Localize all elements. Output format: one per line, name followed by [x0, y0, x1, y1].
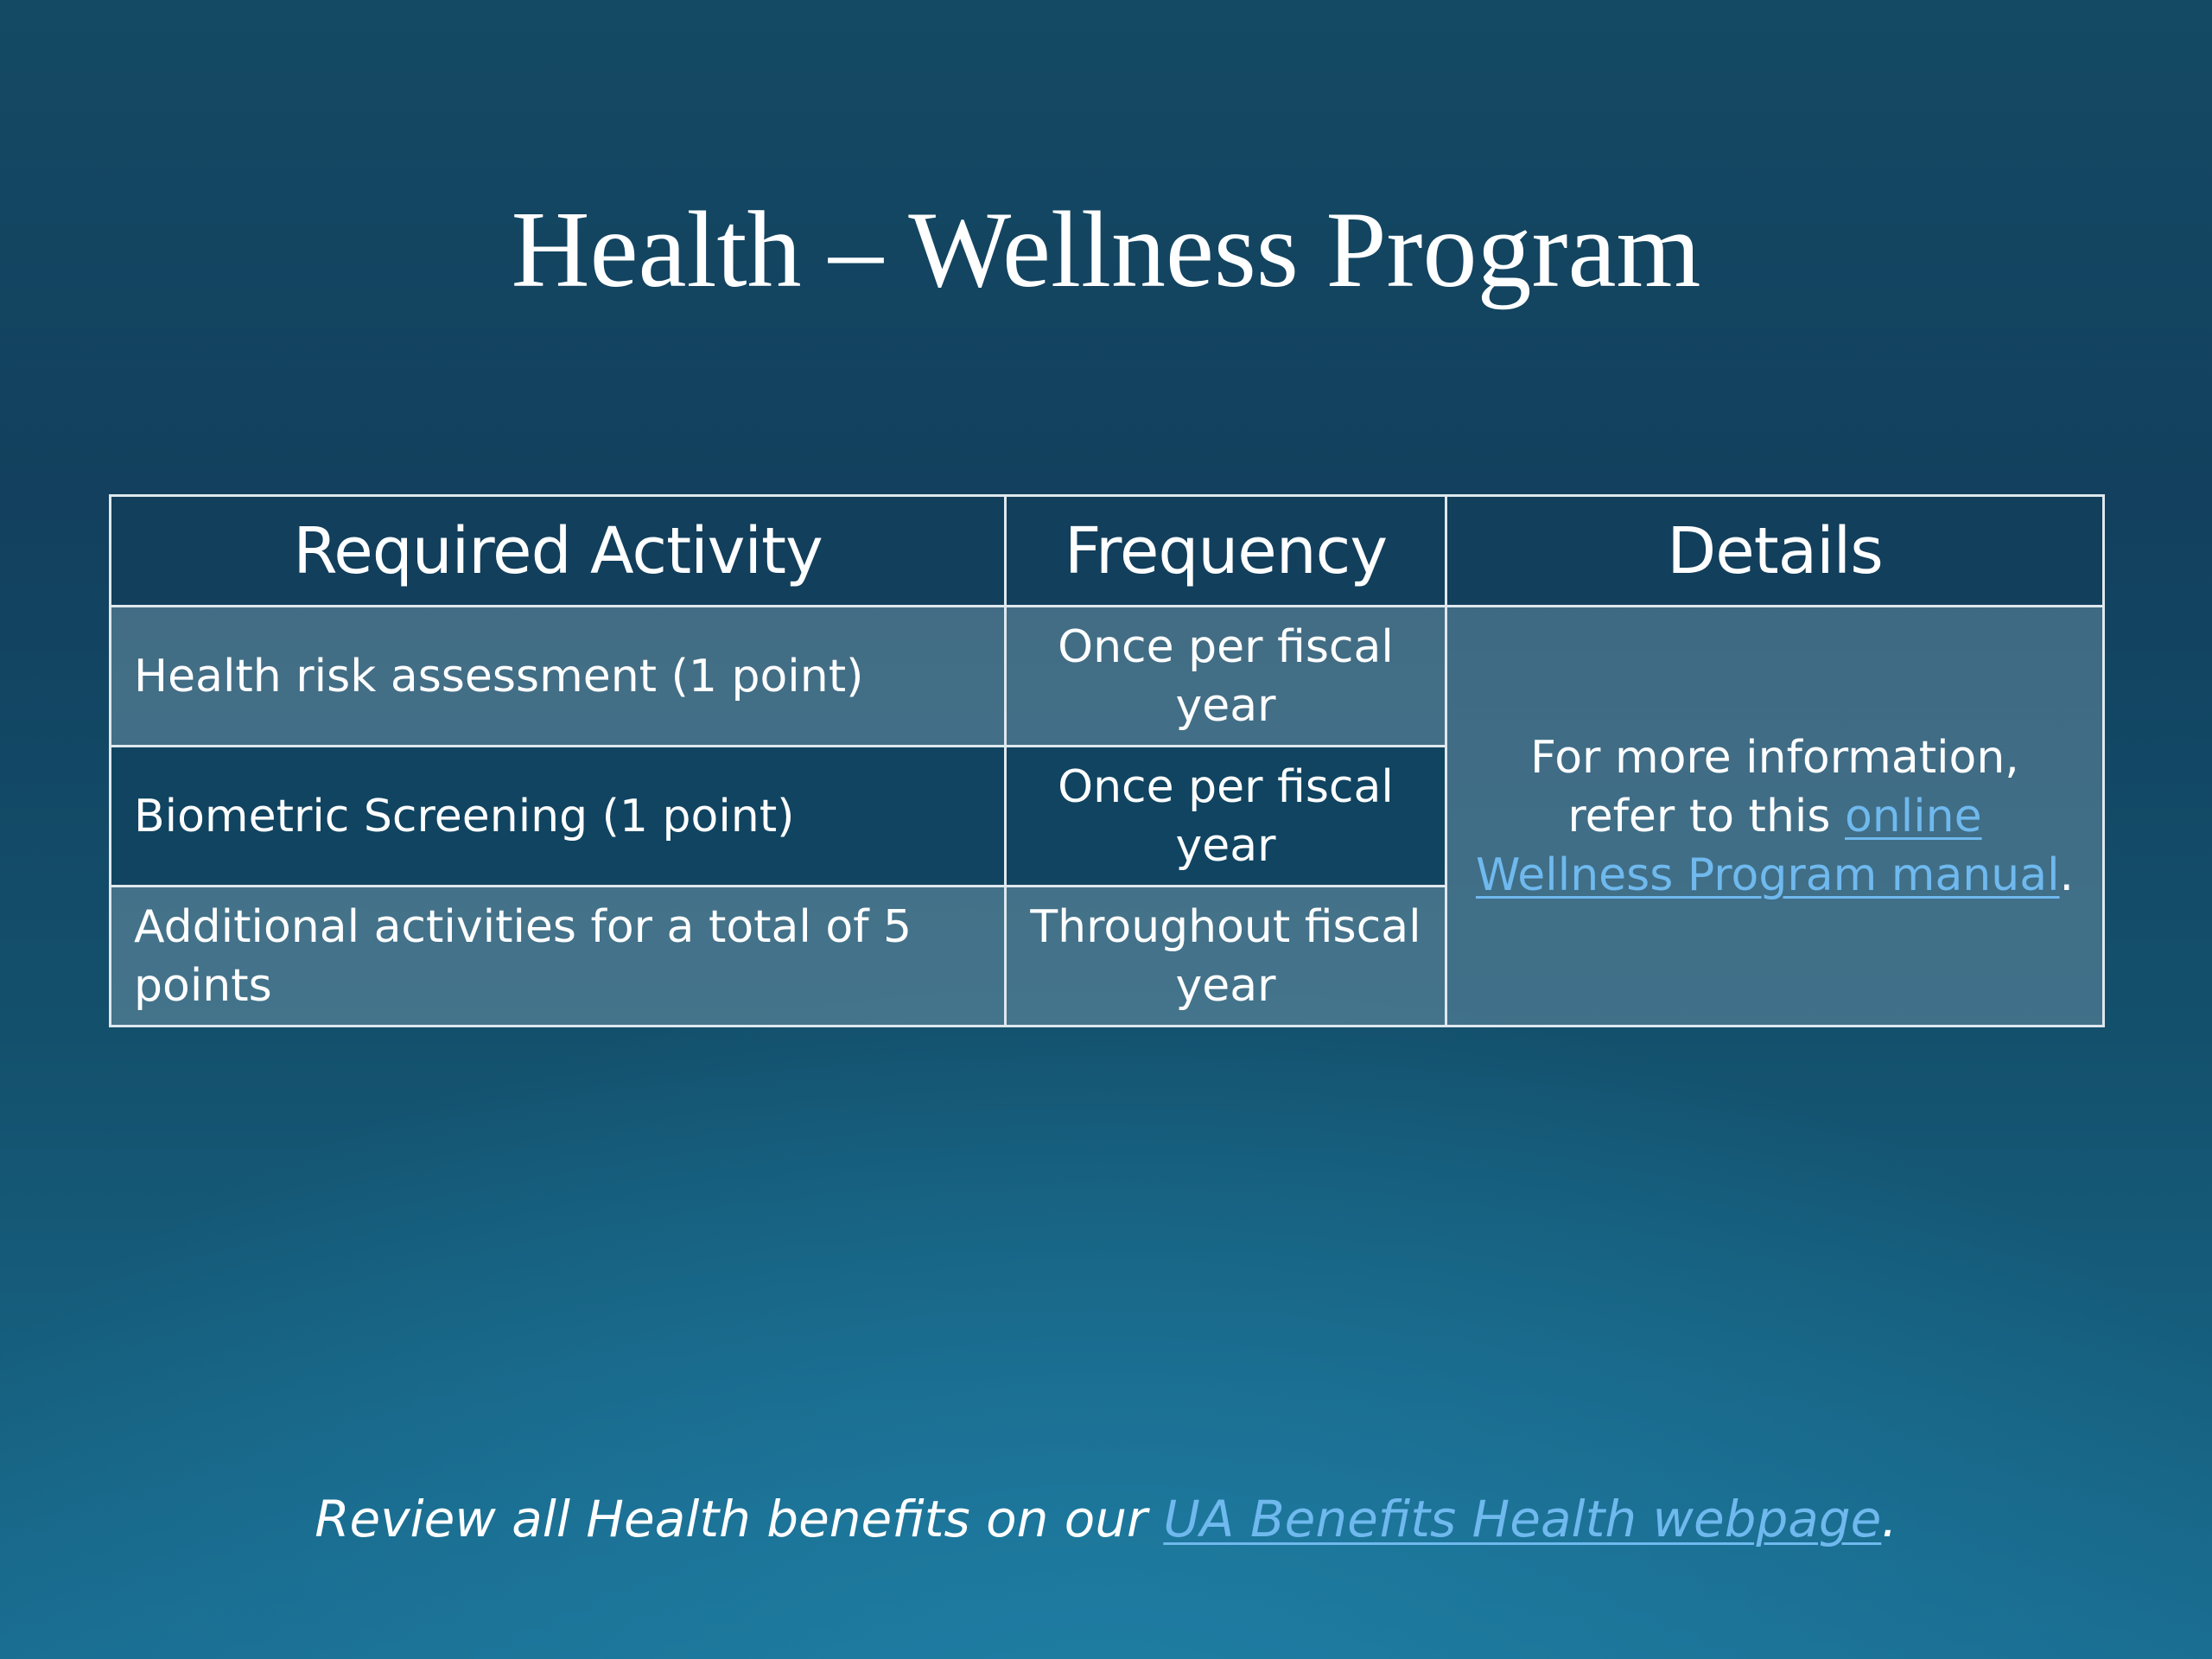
details-text: For more information, refer to this — [1530, 731, 2019, 842]
frequency-cell: Throughout fiscal year — [1006, 887, 1446, 1027]
frequency-cell: Once per fiscal year — [1006, 607, 1446, 747]
activity-cell: Additional activities for a total of 5 points — [111, 887, 1006, 1027]
wellness-requirements-table — [109, 494, 2105, 1027]
wellness-manual-link[interactable]: online Wellness Program manual — [1475, 790, 2060, 901]
activity-cell: Biometric Screening (1 point) — [111, 747, 1006, 887]
footer-period: . — [1881, 1490, 1897, 1548]
table-header-row — [111, 496, 2104, 607]
details-period: . — [2059, 849, 2075, 901]
table-row — [111, 607, 2104, 747]
footer-text: Review all Health benefits on our — [315, 1490, 1164, 1548]
header-details: Details — [1446, 496, 2104, 607]
slide-title: Health – Wellness Program — [511, 190, 1701, 310]
header-required-activity: Required Activity — [111, 496, 1006, 607]
activity-cell: Health risk assessment (1 point) — [111, 607, 1006, 747]
ua-benefits-health-link[interactable]: UA Benefits Health webpage — [1163, 1490, 1882, 1548]
footer-note — [0, 1484, 2212, 1554]
header-frequency: Frequency — [1006, 496, 1446, 607]
details-cell — [1446, 607, 2104, 1027]
frequency-cell: Once per fiscal year — [1006, 747, 1446, 887]
